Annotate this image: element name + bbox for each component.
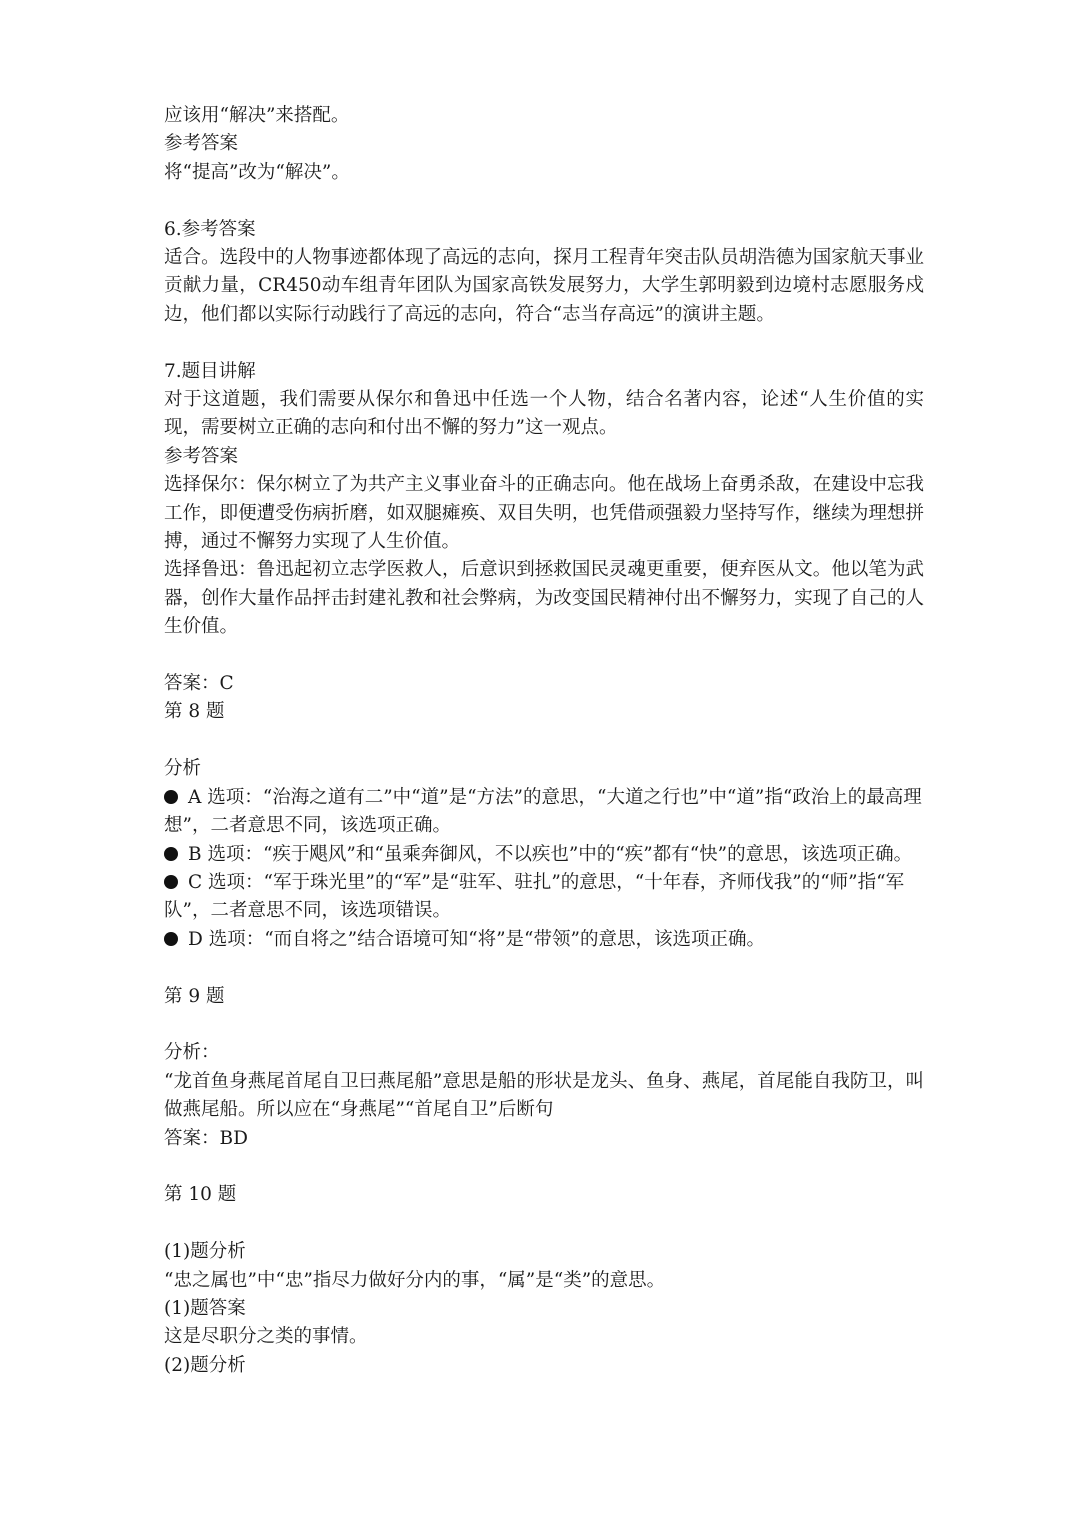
q10-sub1-analysis-label: (1)题分析 [164,1241,246,1263]
q7-explanation: 对于这道题，我们需要从保尔和鲁迅中任选一个人物，结合名著内容，论述“人生价值的实现，需要树立正确的志向和付出不懈的努力”这一观点。 [164,389,924,439]
spacer [164,1210,924,1238]
q8-bullet-d-text: D 选项：“而自将之”结合语境可知“将”是“带领”的意思，该选项正确。 [188,928,765,950]
q9-analysis-label: 分析： [164,1042,220,1064]
q10-heading: 第 10 题 [164,1184,237,1206]
q9-heading: 第 9 题 [164,985,225,1007]
q9-analysis: “龙首鱼身燕尾首尾自卫曰燕尾船”意思是船的形状是龙头、鱼身、燕尾，首尾能自我防卫，叫做燕尾船。所以应在“身燕尾”“首尾自卫”后断句 [164,1070,924,1121]
q8-answer: 答案：C [164,673,234,695]
q7-heading: 7.题目讲解 [164,360,256,382]
q8-bullet-a-text: A 选项：“治海之道有二”中“道”是“方法”的意思，“大道之行也”中“道”指“政治上的最高理想”，二者意思不同，该选项正确。 [164,786,922,837]
q9-answer: 答案：BD [164,1127,248,1149]
q8-bullet-a [164,784,924,841]
bullet-dot-icon [164,790,178,804]
q10-sub1-analysis: “忠之属也”中“忠”指尽力做好分内的事，“属”是“类”的意思。 [164,1269,666,1291]
q10-sub1-answer-label: (1)题答案 [164,1297,246,1319]
q8-bullet-b-text: B 选项：“疾于飓风”和“虽乘奔御风，不以疾也”中的“疾”都有“快”的意思，该选项正确。 [188,843,913,865]
bullet-dot-icon [164,875,178,889]
q7-option-paul: 选择保尔：保尔树立了为共产主义事业奋斗的正确志向。他在战场上奋勇杀敌，在建设中忘我工作，即便遭受伤病折磨，如双腿瘫痪、双目失明，也凭借顽强毅力坚持写作，继续为理想拼搏，通过不懈努力实现了人生价值。 [164,474,924,553]
q6-answer: 适合。选段中的人物事迹都体现了高远的志向，探月工程青年突击队员胡浩德为国家航天事业贡献力量，CR450动车组青年团队为国家高铁发展努力，大学生郭明毅到边境村志愿服务戍边，他们都以实际行动践行了高远的志向，符合“志当存高远”的演讲主题。 [164,247,924,325]
q10-sub2-analysis-label: (2)题分析 [164,1354,246,1376]
spacer [164,1011,924,1039]
q5-analysis-end: 应该用“解决”来搭配。 [164,105,350,126]
q8-bullet-d [164,926,924,954]
spacer [164,954,924,982]
q8-analysis-label: 分析 [164,758,202,780]
q7-answer-label: 参考答案 [164,445,239,467]
q7-option-luxun: 选择鲁迅：鲁迅起初立志学医救人，后意识到拯救国民灵魂更重要，便弃医从文。他以笔为武器，创作大量作品抨击封建礼教和社会弊病，为改变国民精神付出不懈努力，实现了自己的人生价值。 [164,559,924,638]
q8-bullet-c [164,869,924,926]
q8-bullet-b [164,841,924,869]
q5-answer-label: 参考答案 [164,133,239,155]
q10-sub1-answer: 这是尽职分之类的事情。 [164,1326,368,1348]
document-page [164,102,924,1380]
q8-bullet-c-text: C 选项：“军于珠光里”的“军”是“驻军、驻扎”的意思，“十年春，齐师伐我”的“师”指“军队”，二者意思不同，该选项错误。 [164,871,905,922]
bullet-dot-icon [164,932,178,946]
spacer [164,1153,924,1181]
q6-heading: 6.参考答案 [164,218,256,240]
spacer [164,642,924,670]
spacer [164,329,924,357]
spacer [164,187,924,215]
q5-answer: 将“提高”改为“解决”。 [164,161,350,183]
bullet-dot-icon [164,847,178,861]
spacer [164,727,924,755]
q8-heading: 第 8 题 [164,701,225,723]
